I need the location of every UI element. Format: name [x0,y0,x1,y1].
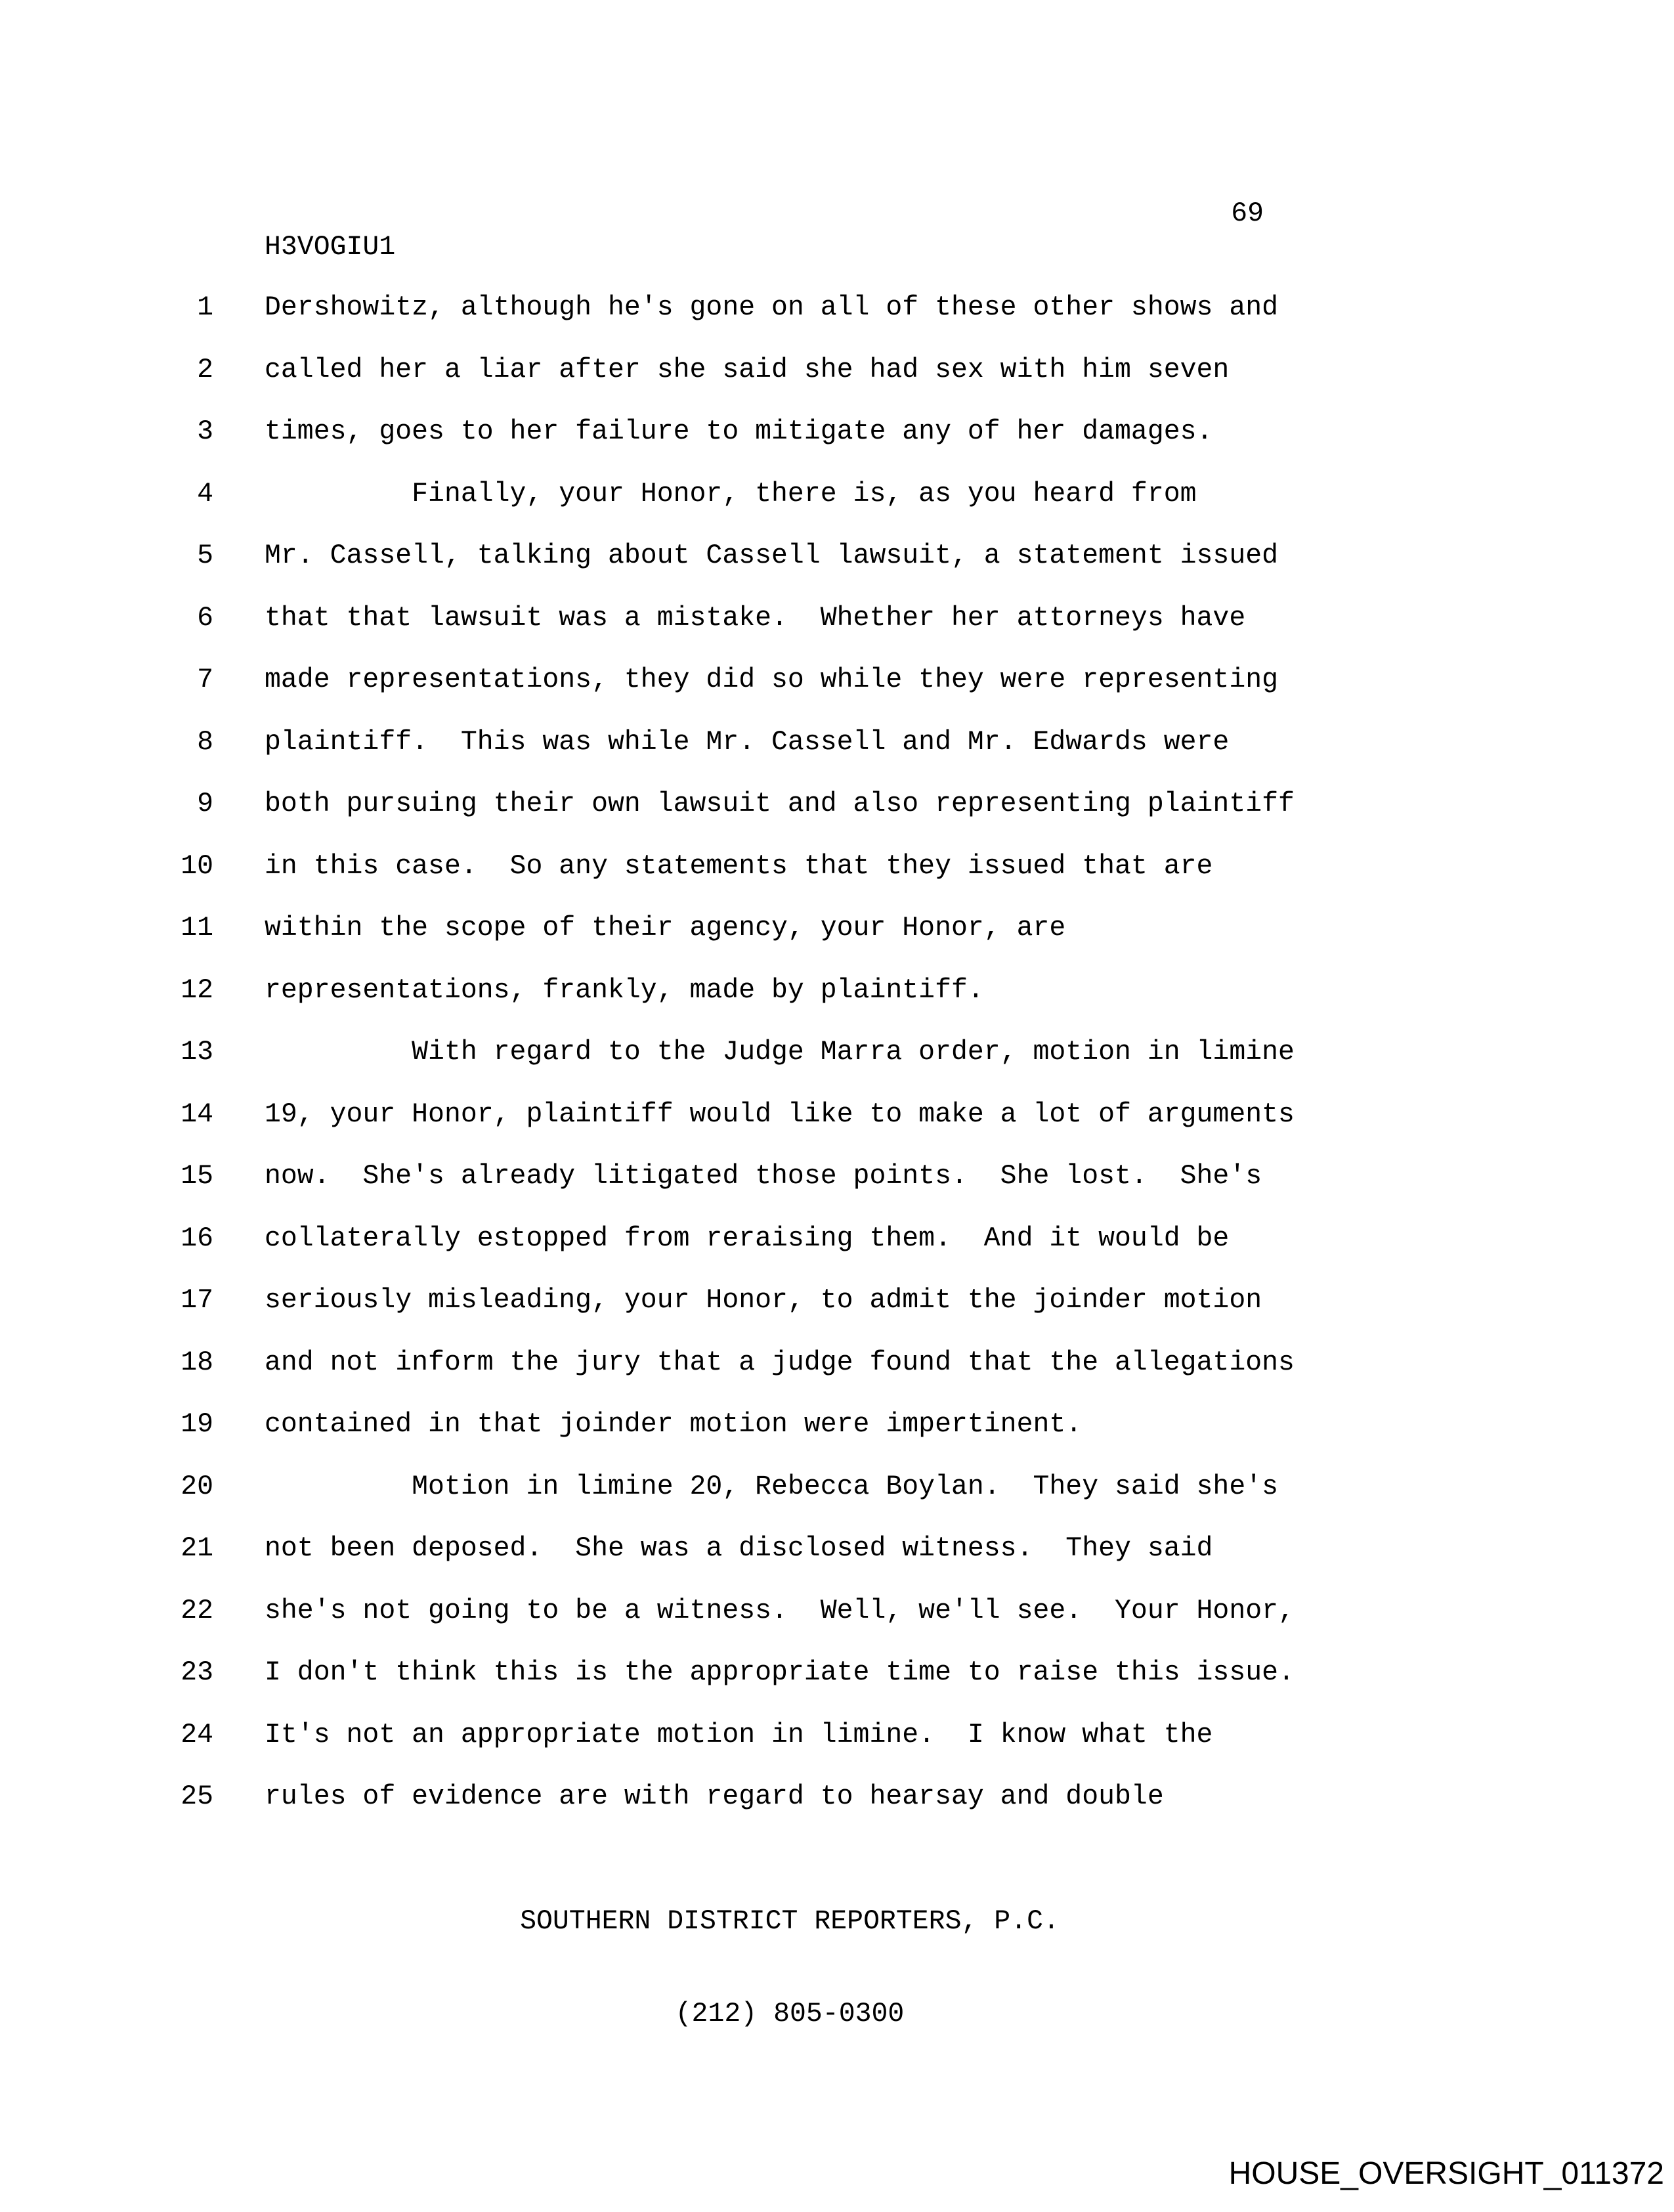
transcript-line [0,1704,1674,1767]
line-text: It's not an appropriate motion in limine. I know what the [265,1719,1213,1750]
transcript-line [0,1518,1674,1580]
line-text: seriously misleading, your Honor, to admit the joinder motion [265,1285,1262,1316]
line-text: now. She's already litigated those points. She lost. She's [265,1161,1262,1192]
line-text: collaterally estopped from reraising them. And it would be [265,1223,1230,1254]
transcript-line [0,1332,1674,1395]
line-text: and not inform the jury that a judge found that the allegations [265,1347,1295,1378]
line-text: With regard to the Judge Marra order, motion in limine [265,1037,1295,1068]
line-number: 9 [197,789,213,819]
transcript-line [0,773,1674,836]
line-number: 14 [181,1098,213,1130]
transcript-line [0,1208,1674,1270]
line-number: 17 [181,1285,213,1316]
transcript-line [0,1766,1674,1829]
line-number: 7 [197,664,213,695]
line-text: times, goes to her failure to mitigate any of her damages. [265,416,1213,447]
line-number: 11 [181,913,213,943]
line-text: in this case. So any statements that they issued that are [265,850,1213,882]
line-text: Dershowitz, although he's gone on all of these other shows and [265,292,1279,323]
line-text: Mr. Cassell, talking about Cassell lawsuit, a statement issued [265,540,1279,571]
line-text: called her a liar after she said she had sex with him seven [265,354,1230,385]
reporter-footer [265,1844,1315,2092]
line-text: 19, your Honor, plaintiff would like to make a lot of arguments [265,1098,1295,1130]
line-number: 19 [181,1409,213,1440]
transcript-body [0,277,1674,1829]
page-number: 69 [1231,198,1264,229]
transcript-line [0,339,1674,402]
bates-stamp: HOUSE_OVERSIGHT_011372 [1228,2156,1664,2191]
line-text: made representations, they did so while they were representing [265,664,1279,695]
line-number: 20 [181,1471,213,1502]
transcript-line [0,649,1674,712]
line-number: 18 [181,1347,213,1378]
footer-phone-number: (212) 805-0300 [675,1999,905,2030]
line-number: 2 [197,354,213,385]
transcript-line [0,1642,1674,1704]
line-text: Finally, your Honor, there is, as you heard from [265,478,1197,510]
transcript-line [0,836,1674,898]
footer-firm-name: SOUTHERN DISTRICT REPORTERS, P.C. [520,1905,1060,1937]
line-text: representations, frankly, made by plaintiff. [265,974,984,1006]
line-text: within the scope of their agency, your Honor, are [265,913,1066,943]
transcript-line [0,712,1674,774]
line-number: 12 [181,974,213,1006]
transcript-line [0,1394,1674,1456]
line-number: 22 [181,1595,213,1626]
transcript-line [0,960,1674,1022]
line-text: I don't think this is the appropriate time to raise this issue. [265,1657,1295,1688]
line-number: 23 [181,1657,213,1688]
transcript-line [0,588,1674,650]
line-text: she's not going to be a witness. Well, we'll see. Your Honor, [265,1595,1295,1626]
line-number: 21 [181,1533,213,1564]
transcript-line [0,1270,1674,1332]
transcript-header-code: H3VOGIU1 [265,232,396,263]
transcript-line [0,1580,1674,1643]
line-text: both pursuing their own lawsuit and also representing plaintiff [265,789,1295,819]
line-number: 13 [181,1037,213,1068]
line-number: 3 [197,416,213,447]
line-text: rules of evidence are with regard to hearsay and double [265,1781,1164,1812]
line-text: not been deposed. She was a disclosed witness. They said [265,1533,1213,1564]
transcript-line [0,1146,1674,1208]
line-text: Motion in limine 20, Rebecca Boylan. They said she's [265,1471,1279,1502]
line-text: plaintiff. This was while Mr. Cassell and Mr. Edwards were [265,726,1230,758]
transcript-line [0,1456,1674,1519]
transcript-line [0,464,1674,526]
line-number: 4 [197,478,213,510]
line-text: that that lawsuit was a mistake. Whether her attorneys have [265,602,1246,634]
transcript-line [0,277,1674,339]
transcript-line [0,401,1674,464]
line-text: contained in that joinder motion were impertinent. [265,1409,1083,1440]
line-number: 6 [197,602,213,634]
transcript-line [0,1084,1674,1146]
transcript-line [0,525,1674,588]
transcript-line [0,898,1674,960]
line-number: 1 [197,292,213,323]
line-number: 25 [181,1781,213,1812]
line-number: 24 [181,1719,213,1750]
transcript-line [0,1022,1674,1084]
line-number: 16 [181,1223,213,1254]
line-number: 15 [181,1161,213,1192]
line-number: 10 [181,850,213,882]
line-number: 5 [197,540,213,571]
line-number: 8 [197,726,213,758]
